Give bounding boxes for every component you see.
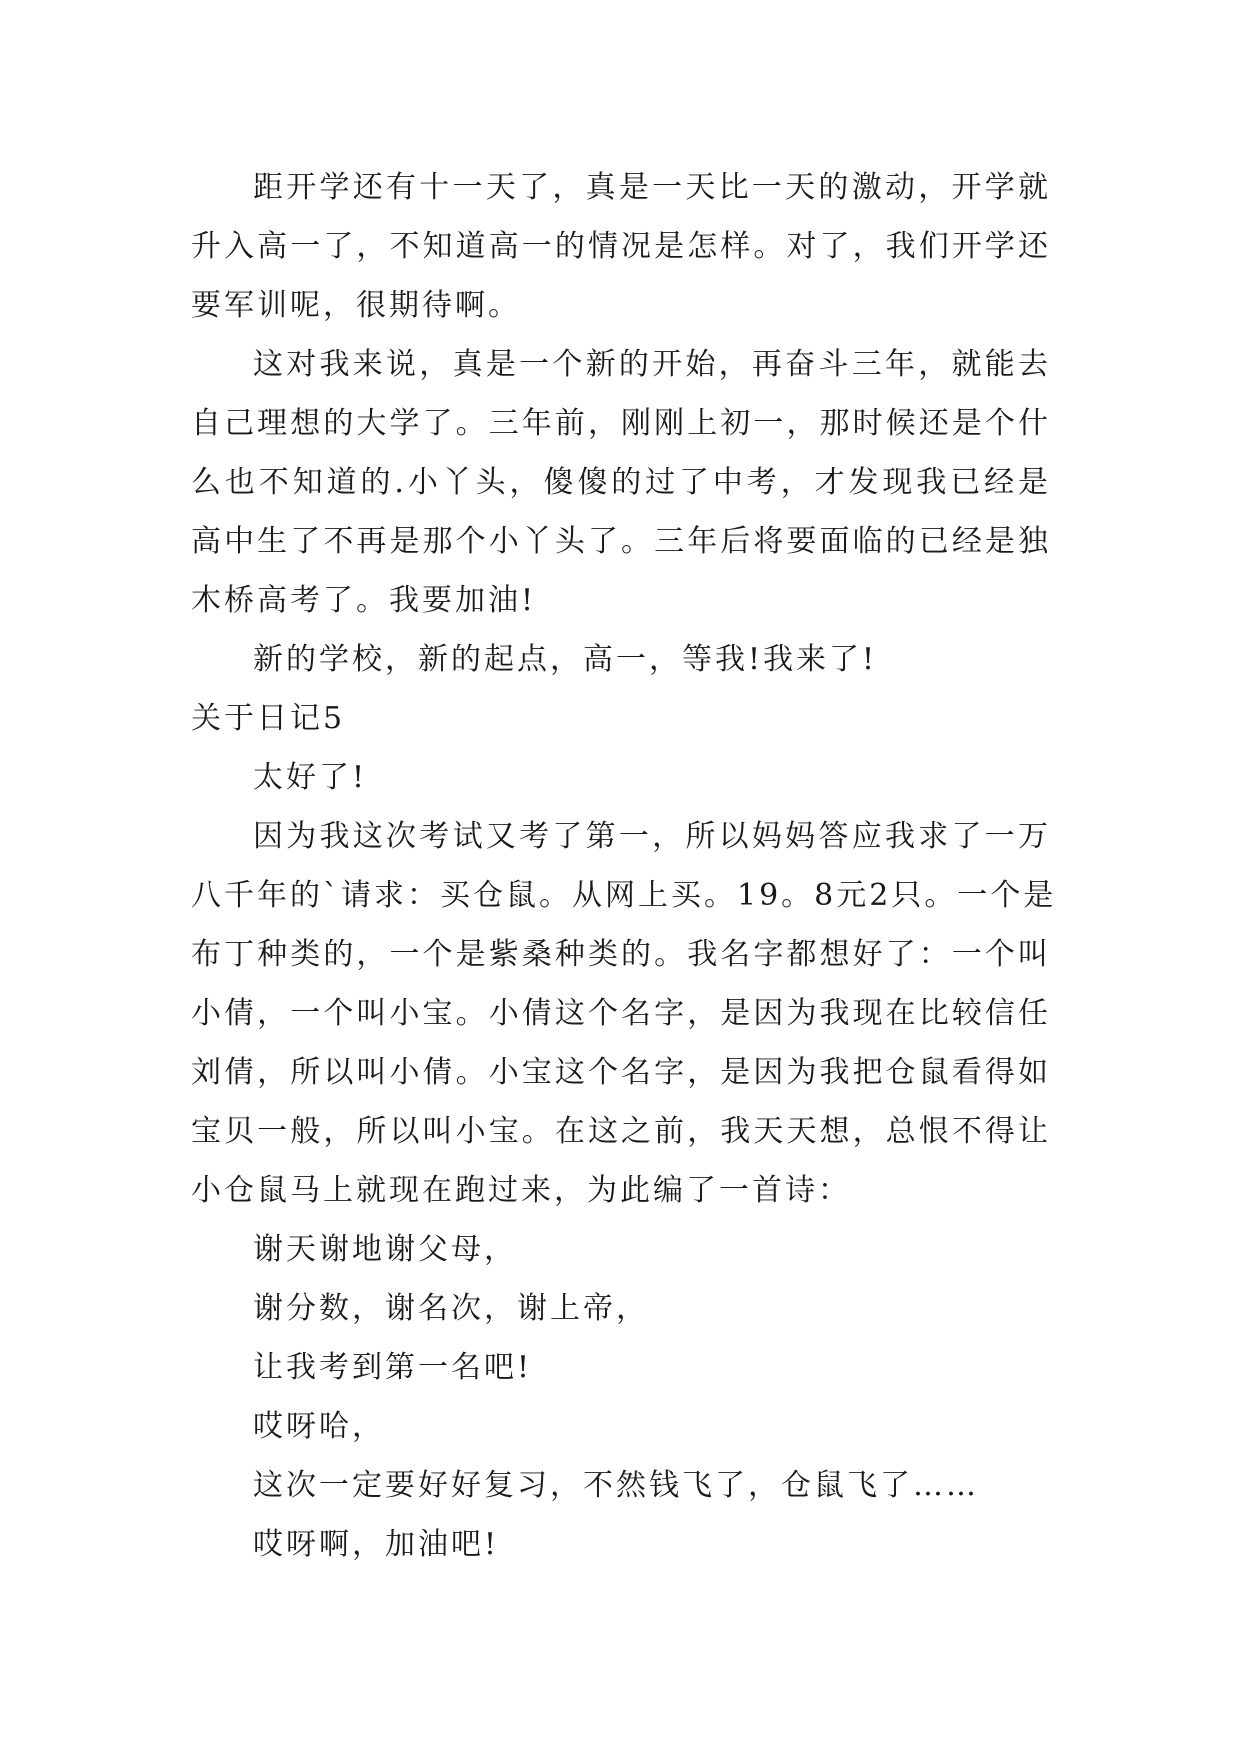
text-line: 太好了!	[253, 760, 368, 795]
text-line: 要军训呢，很期待啊。	[191, 288, 521, 323]
text-line: 高中生了不再是那个小丫头了。三年后将要面临的已经是独	[191, 524, 1051, 559]
paragraph	[191, 630, 1051, 689]
text-line: 距开学还有十一天了，真是一天比一天的激动，开学就	[253, 170, 1051, 205]
paragraph	[191, 158, 1051, 335]
text-line: 升入高一了，不知道高一的情况是怎样。对了，我们开学还	[191, 229, 1051, 264]
text-line: 自己理想的大学了。三年前，刚刚上初一，那时候还是个什	[191, 406, 1051, 441]
text-line: 新的学校，新的起点，高一，等我!我来了!	[253, 642, 878, 677]
text-line: 因为我这次考试又考了第一，所以妈妈答应我求了一万	[253, 819, 1051, 854]
poem-line: 哎呀哈，	[253, 1409, 385, 1444]
poem-line: 哎呀啊，加油吧!	[253, 1527, 500, 1562]
text-line: 木桥高考了。我要加油!	[191, 583, 537, 618]
poem-line: 谢天谢地谢父母，	[253, 1232, 517, 1267]
text-line: 刘倩，所以叫小倩。小宝这个名字，是因为我把仓鼠看得如	[191, 1055, 1051, 1090]
poem-line: 谢分数，谢名次，谢上帝，	[253, 1291, 649, 1326]
poem-line: 这次一定要好好复习，不然钱飞了，仓鼠飞了……	[253, 1468, 979, 1503]
paragraph	[191, 748, 1051, 807]
text-line: 八千年的`请求：买仓鼠。从网上买。19。8元2只。一个是	[191, 878, 1057, 913]
poem-line: 让我考到第一名吧!	[253, 1350, 533, 1385]
text-line: 么也不知道的.小丫头，傻傻的过了中考，才发现我已经是	[191, 465, 1051, 500]
text-line: 布丁种类的，一个是紫桑种类的。我名字都想好了：一个叫	[191, 937, 1051, 972]
poem	[191, 1220, 1051, 1574]
text-line: 这对我来说，真是一个新的开始，再奋斗三年，就能去	[253, 347, 1051, 382]
paragraph	[191, 335, 1051, 630]
text-line: 宝贝一般，所以叫小宝。在这之前，我天天想，总恨不得让	[191, 1114, 1051, 1149]
paragraph	[191, 807, 1057, 1220]
text-line: 小仓鼠马上就现在跑过来，为此编了一首诗：	[191, 1173, 851, 1208]
diary-text	[191, 158, 1057, 1574]
section-heading: 关于日记5	[191, 701, 346, 736]
text-line: 小倩，一个叫小宝。小倩这个名字，是因为我现在比较信任	[191, 996, 1051, 1031]
